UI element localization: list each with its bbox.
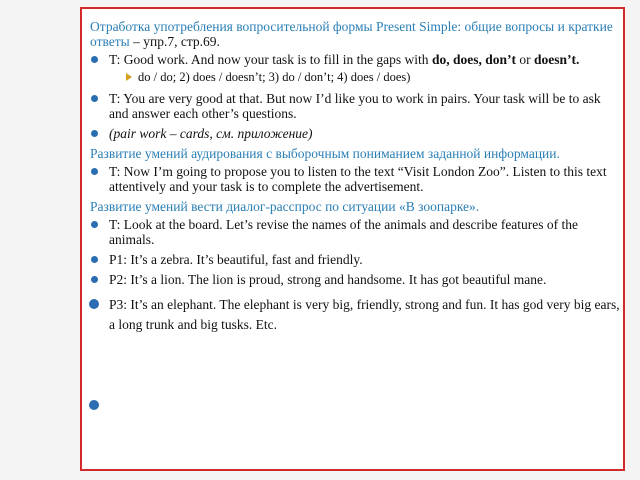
empty-bullet-icon xyxy=(89,400,99,410)
section-heading-2: Развитие умений аудирования с выборочным пониманием заданной информации. xyxy=(90,146,560,161)
list-item: (pair work – cards, см. приложение) xyxy=(90,126,620,141)
bullet-icon xyxy=(91,221,98,228)
bullet-icon xyxy=(91,168,98,175)
bullet-icon xyxy=(91,95,98,102)
section-heading-3: Развитие умений вести диалог-расспрос по ситуации «В зоопарке». xyxy=(90,199,480,214)
list-item: P3: It’s an elephant. The elephant is very big, friendly, strong and fun. It has god very big ears, a long trunk and big tusks. Etc. xyxy=(90,295,620,335)
section-heading-1: Отработка употребления вопросительной формы Present Simple: общие вопросы и краткие ответы – упр.7, стр.69. xyxy=(90,19,613,49)
bullet-icon xyxy=(91,276,98,283)
bullet-icon xyxy=(89,299,99,309)
bullet-icon xyxy=(91,56,98,63)
triangle-bullet-icon xyxy=(126,73,132,81)
bullet-icon xyxy=(91,256,98,263)
slide-content xyxy=(90,19,620,335)
list-item: P2: It’s a lion. The lion is proud, strong and handsome. It has got beautiful mane. xyxy=(90,272,620,287)
list-item: T: Now I’m going to propose you to listen to the text “Visit London Zoo”. Listen to this text attentively and your task is to complete the advertisement. xyxy=(90,164,620,194)
list-item: P1: It’s a zebra. It’s beautiful, fast and friendly. xyxy=(90,252,620,267)
list-item: T: Look at the board. Let’s revise the names of the animals and describe features of the animals. xyxy=(90,217,620,247)
bullet-icon xyxy=(91,130,98,137)
list-item: T: You are very good at that. But now I’d like you to work in pairs. Your task will be to ask and answer each other’s questions. xyxy=(90,91,620,121)
list-item: T: Good work. And now your task is to fill in the gaps with do, does, don’t or doesn’t. xyxy=(90,52,620,67)
slide-frame xyxy=(80,7,625,471)
sub-list-item: do / do; 2) does / doesn’t; 3) do / don’t; 4) does / does) xyxy=(90,70,620,85)
